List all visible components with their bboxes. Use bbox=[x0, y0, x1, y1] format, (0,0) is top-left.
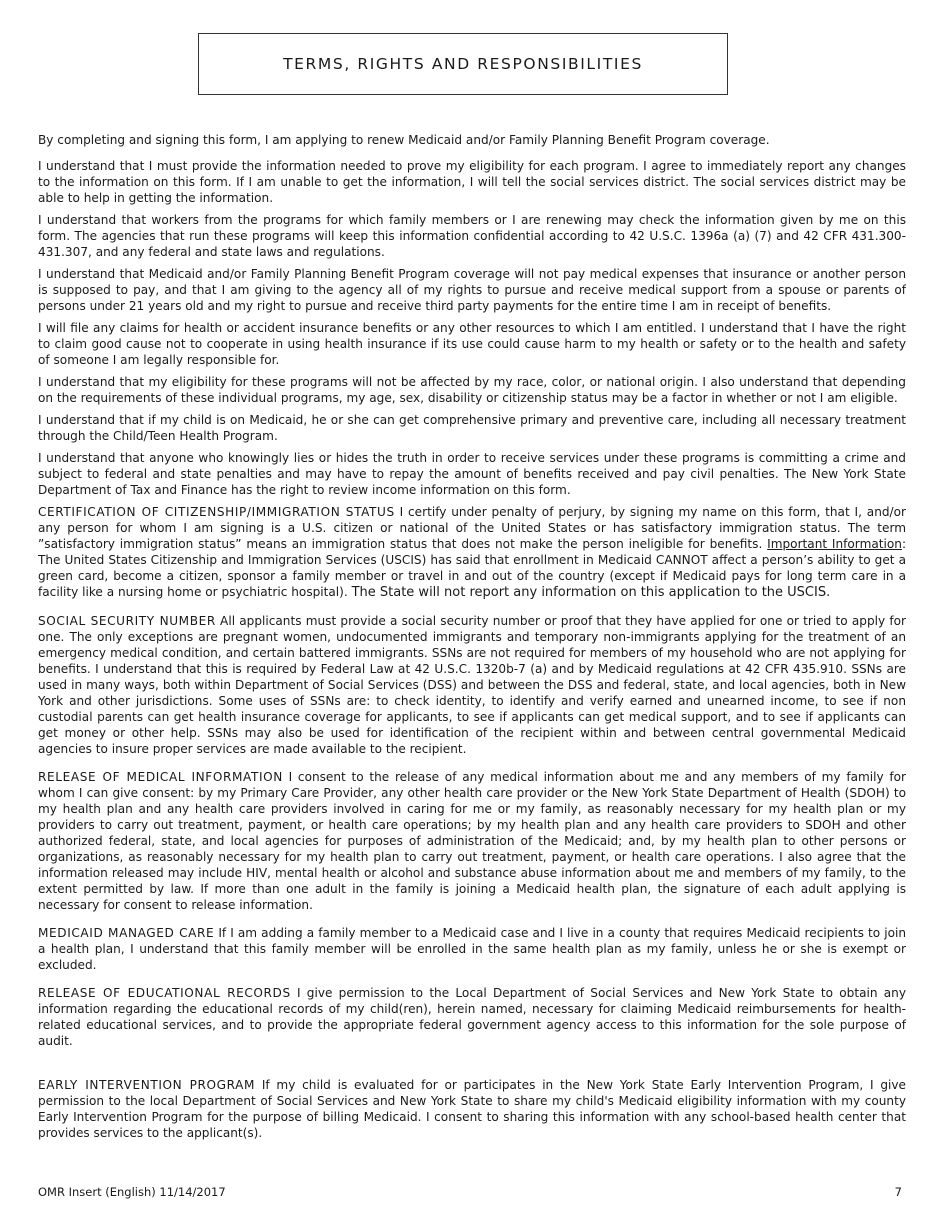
early-intervention-heading: EARLY INTERVENTION PROGRAM bbox=[38, 1078, 256, 1092]
paragraph-child-teen: I understand that if my child is on Medicaid, he or she can get comprehensive primary and preventive care, including all necessary treatment through the Child/Teen Health Program. bbox=[38, 413, 906, 443]
educational-text: I give permission to the Local Department of Social Services and New York State to obtain any information regarding the educational records of my child(ren), herein named, necessary for claiming Medicaid reimbursements for health-related educational services, and to provide the appropriate federal government agency access to this information for the sole purpose of audit. bbox=[38, 986, 907, 1048]
section-ssn bbox=[38, 613, 906, 757]
paragraph-confidentiality: I understand that workers from the programs for which family members or I are renewing may check the information given by me on this form. The agencies that run these programs will keep this information confidential according to 42 U.S.C. 1396a (a) (7) and 42 CFR 431.300-431.307, and any federal and state laws and regulations. bbox=[38, 213, 906, 259]
managed-care-text: If I am adding a family member to a Medicaid case and I live in a county that requires Medicaid recipients to join a health plan, I understand that this family member will be enrolled in the same health plan as my family, unless he or she is exempt or excluded. bbox=[38, 926, 906, 972]
paragraph-penalties: I understand that anyone who knowingly lies or hides the truth in order to receive services under these programs is committing a crime and subject to federal and state penalties and may have to repay the amount of benefits received and pay civil penalties. The New York State Department of Tax and Finance has the right to review income information on this form. bbox=[38, 451, 906, 497]
paragraph-nondiscrimination: I understand that my eligibility for these programs will not be affected by my race, color, or national origin. I also understand that depending on the requirements of these individual programs, my age, sex, disability or citizenship status may be a factor in whether or not I am eligible. bbox=[38, 375, 906, 405]
paragraph-third-party: I understand that Medicaid and/or Family Planning Benefit Program coverage will not pay medical expenses that insurance or another person is supposed to pay, and that I am giving to the agency all of my rights to pursue and receive medical support from a spouse or parents of persons under 21 years old and my right to pursue and receive third party payments for the entire time I am in receipt of benefits. bbox=[38, 267, 906, 313]
paragraph-claims: I will file any claims for health or accident insurance benefits or any other resources to which I am entitled. I understand that I have the right to claim good cause not to cooperate in using health insurance if its use could cause harm to my health or safety or to the health and safety of someone I am legally responsible for. bbox=[38, 321, 906, 367]
important-information-label: Important Information bbox=[767, 537, 902, 551]
medical-text: I consent to the release of any medical information about me and any members of my family for whom I can give consent: by my Primary Care Provider, any other health care provider or the New York State Department of Health (SDOH) to my health plan and any health care providers involved in caring for me or my family, as reasonably necessary for my health plan or my providers to carry out treatment, payment, or health care operations; by my health plan and any health care providers to SDOH and other authorized federal, state, and local agencies for purposes of administration of the Medicaid; and, by my health plan to other persons or organizations, as reasonably necessary for my health plan to carry out treatment, payment, or health care operations. I also agree that the information released may include HIV, mental health or alcohol and substance abuse information about me and members of my family, to the extent permitted by law. If more than one adult in the family is joining a Medicaid health plan, the signature of each adult applying is necessary for consent to release information. bbox=[38, 770, 907, 912]
managed-care-heading: MEDICAID MANAGED CARE bbox=[38, 926, 215, 940]
ssn-text: All applicants must provide a social security number or proof that they have applied for one or tried to apply for one. The only exceptions are pregnant women, undocumented immigrants and temporary non-immigrants applying for the treatment of an emergency medical condition, and certain battered immigrants. SSNs are not required for members of my household who are not applying for benefits. I understand that this is required by Federal Law at 42 U.S.C. 1320b-7 (a) and by Medicaid regulations at 42 CFR 435.910. SSNs are used in many ways, both within Department of Social Services (DSS) and between the DSS and federal, state, and local agencies, both in New York and other jurisdictions. Some uses of SSNs are: to check identity, to identify and verify earned and unearned income, to see if non custodial parents can get health insurance coverage for applicants, to see if applicants can get medical support, and to see if applicants can get money or other help. SSNs may also be used for identification of the recipient within and between central governmental Medicaid agencies to insure proper services are made available to the recipient. bbox=[38, 614, 907, 756]
uscis-statement: The State will not report any information on this application to the USCIS. bbox=[351, 585, 831, 600]
paragraph-provide-info: I understand that I must provide the information needed to prove my eligibility for each program. I agree to immediately report any changes to the information on this form. If I am unable to get the information, I will tell the social services district. The social services district may be able to help in getting the information. bbox=[38, 159, 906, 205]
educational-heading: RELEASE OF EDUCATIONAL RECORDS bbox=[38, 986, 291, 1000]
section-medical-release bbox=[38, 769, 906, 913]
citizenship-text: I certify under penalty of perjury, by signing my name on this form, that I, and/or any person for whom I am signing is a U.S. citizen or national of the United States or has satisfactory immigration status. The term ”satisfactory immigration status” means an immigration status that does not make the person ineligible for benefits. bbox=[38, 505, 907, 551]
early-intervention-text: If my child is evaluated for or participates in the New York State Early Intervention Program, I give permission to the local Department of Social Services and New York State to share my child's Medicaid eligibility information with my county Early Intervention Program for the purpose of billing Medicaid. I consent to sharing this information with any school-based health center that provides services to the applicant(s). bbox=[38, 1078, 906, 1140]
paragraph-renewal: By completing and signing this form, I am applying to renew Medicaid and/or Family Planning Benefit Program coverage. bbox=[38, 133, 770, 147]
ssn-heading: SOCIAL SECURITY NUMBER bbox=[38, 614, 216, 628]
section-citizenship bbox=[38, 504, 906, 601]
footer-page-number: 7 bbox=[894, 1185, 902, 1199]
section-managed-care bbox=[38, 925, 906, 973]
terms-content bbox=[38, 132, 906, 1147]
footer-form-id: OMR Insert (English) 11/14/2017 bbox=[38, 1185, 226, 1199]
section-educational-records bbox=[38, 985, 906, 1049]
title-box bbox=[198, 33, 728, 95]
citizenship-heading: CERTIFICATION OF CITIZENSHIP/IMMIGRATION STATUS bbox=[38, 505, 395, 519]
section-early-intervention bbox=[38, 1077, 906, 1141]
page-title: TERMS, RIGHTS AND RESPONSIBILITIES bbox=[283, 55, 643, 73]
citizenship-text-2: : The United States Citizenship and Immigration Services (USCIS) has said that enrollment in Medicaid CANNOT affect a person’s ability to get a green card, become a citizen, sponsor a family member or travel in and out of the country (except if Medicaid pays for long term care in a facility like a nursing home or psychiatric hospital). bbox=[38, 537, 907, 599]
medical-heading: RELEASE OF MEDICAL INFORMATION bbox=[38, 770, 283, 784]
